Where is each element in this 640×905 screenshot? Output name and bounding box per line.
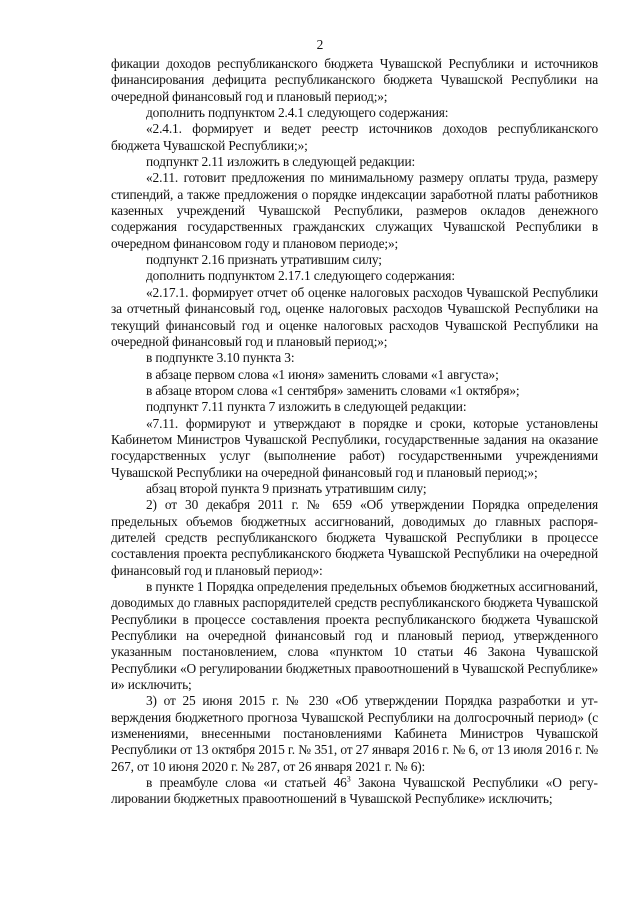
- paragraph: «2.17.1. формирует отчет об оценке налоговых расходов Чувашской Республики за отчетный финансовый год, оценке налоговых расходов Чувашской Республики на текущий финансовый год и оценке налоговых расходов Чувашской Республики на очередной финансовый год и плановый период;»;: [111, 284, 598, 349]
- paragraph: «7.11. формируют и утверждают в порядке и сроки, которые установлены Кабинетом Министров Чувашской Республики, государственные задания на оказание государственных услуг (выполнение работ) государственными учреждениями Чувашской Республики на очередной финансовый год и плановый период;»;: [111, 415, 598, 480]
- paragraph: в абзаце втором слова «1 сентября» заменить словами «1 октября»;: [146, 382, 520, 398]
- paragraph: в подпункте 3.10 пункта 3:: [146, 350, 295, 366]
- article-superscript: 3: [346, 774, 351, 784]
- paragraph: дополнить подпунктом 2.17.1 следующего содержания:: [146, 268, 455, 284]
- paragraph: «2.11. готовит предложения по минимальному размеру оплаты труда, размеру стипендий, а также предложения о порядке индексации заработной платы работников казенных учреждений Чувашской Республики, размеров окладов денежного содержания государственных гражданских служащих Чувашской Республики в очередном финансовом году и плановом периоде;»;: [111, 170, 598, 251]
- body-text: [111, 56, 598, 808]
- page-number: 2: [316, 37, 324, 52]
- paragraph-last: [111, 775, 598, 808]
- paragraph: 3) от 25 июня 2015 г. № 230 «Об утверждении Порядка разработки и утверждения бюджетного прогноза Чувашской Республики на долгосрочный период» (с изменениями, внесенными постановлениями Кабинета Министров Чувашской Республики от 13 октября 2015 г. № 351, от 27 января 2016 г. № 6, от 13 июля 2016 г. № 267, от 10 июня 2020 г. № 287, от 26 января 2021 г. № 6):: [111, 693, 598, 774]
- paragraph: 2) от 30 декабря 2011 г. № 659 «Об утверждении Порядка определения предельных объемов бюджетных ассигнований, доводимых до главных распорядителей средств республиканского бюджета Чувашской Республики в процессе составления проекта республиканского бюджета Чувашской Республики на очередной финансовый год и плановый период»:: [111, 497, 598, 578]
- paragraph: подпункт 2.16 признать утратившим силу;: [146, 252, 382, 268]
- paragraph: дополнить подпунктом 2.4.1 следующего содержания:: [146, 105, 449, 121]
- paragraph-last-start: в преамбуле слова «и статьей 46: [146, 775, 347, 791]
- paragraph: «2.4.1. формирует и ведет реестр источников доходов республиканского бюджета Чувашской Республики;»;: [111, 121, 598, 153]
- paragraph: подпункт 7.11 пункта 7 изложить в следующей редакции:: [146, 399, 467, 415]
- paragraph: в абзаце первом слова «1 июня» заменить словами «1 августа»;: [146, 366, 499, 382]
- paragraph: фикации доходов республиканского бюджета Чувашской Республики и источников финансирования дефицита республиканского бюджета Чувашской Республики на очередной финансовый год и плановый период;»;: [111, 56, 598, 104]
- paragraph: в пункте 1 Порядка определения предельных объемов бюджетных ассигнований, доводимых до главных распорядителей средств республиканского бюджета Чувашской Республики в процессе составления проекта республиканского бюджета Чувашской Республики на очередной финансовый год и плановый период, утвержденного указанным постановлением, слова «пунктом 10 статьи 46 Закона Чувашской Республики «О регулировании бюджетных правоотношений в Чувашской Республике» и» исключить;: [111, 579, 599, 693]
- paragraph: абзац второй пункта 9 признать утратившим силу;: [146, 480, 427, 496]
- paragraph-last-end: Закона Чувашской Республики «О регулировании бюджетных правоотношений в Чувашской Республике» исключить;: [111, 775, 598, 807]
- paragraph: подпункт 2.11 изложить в следующей редакции:: [146, 154, 416, 170]
